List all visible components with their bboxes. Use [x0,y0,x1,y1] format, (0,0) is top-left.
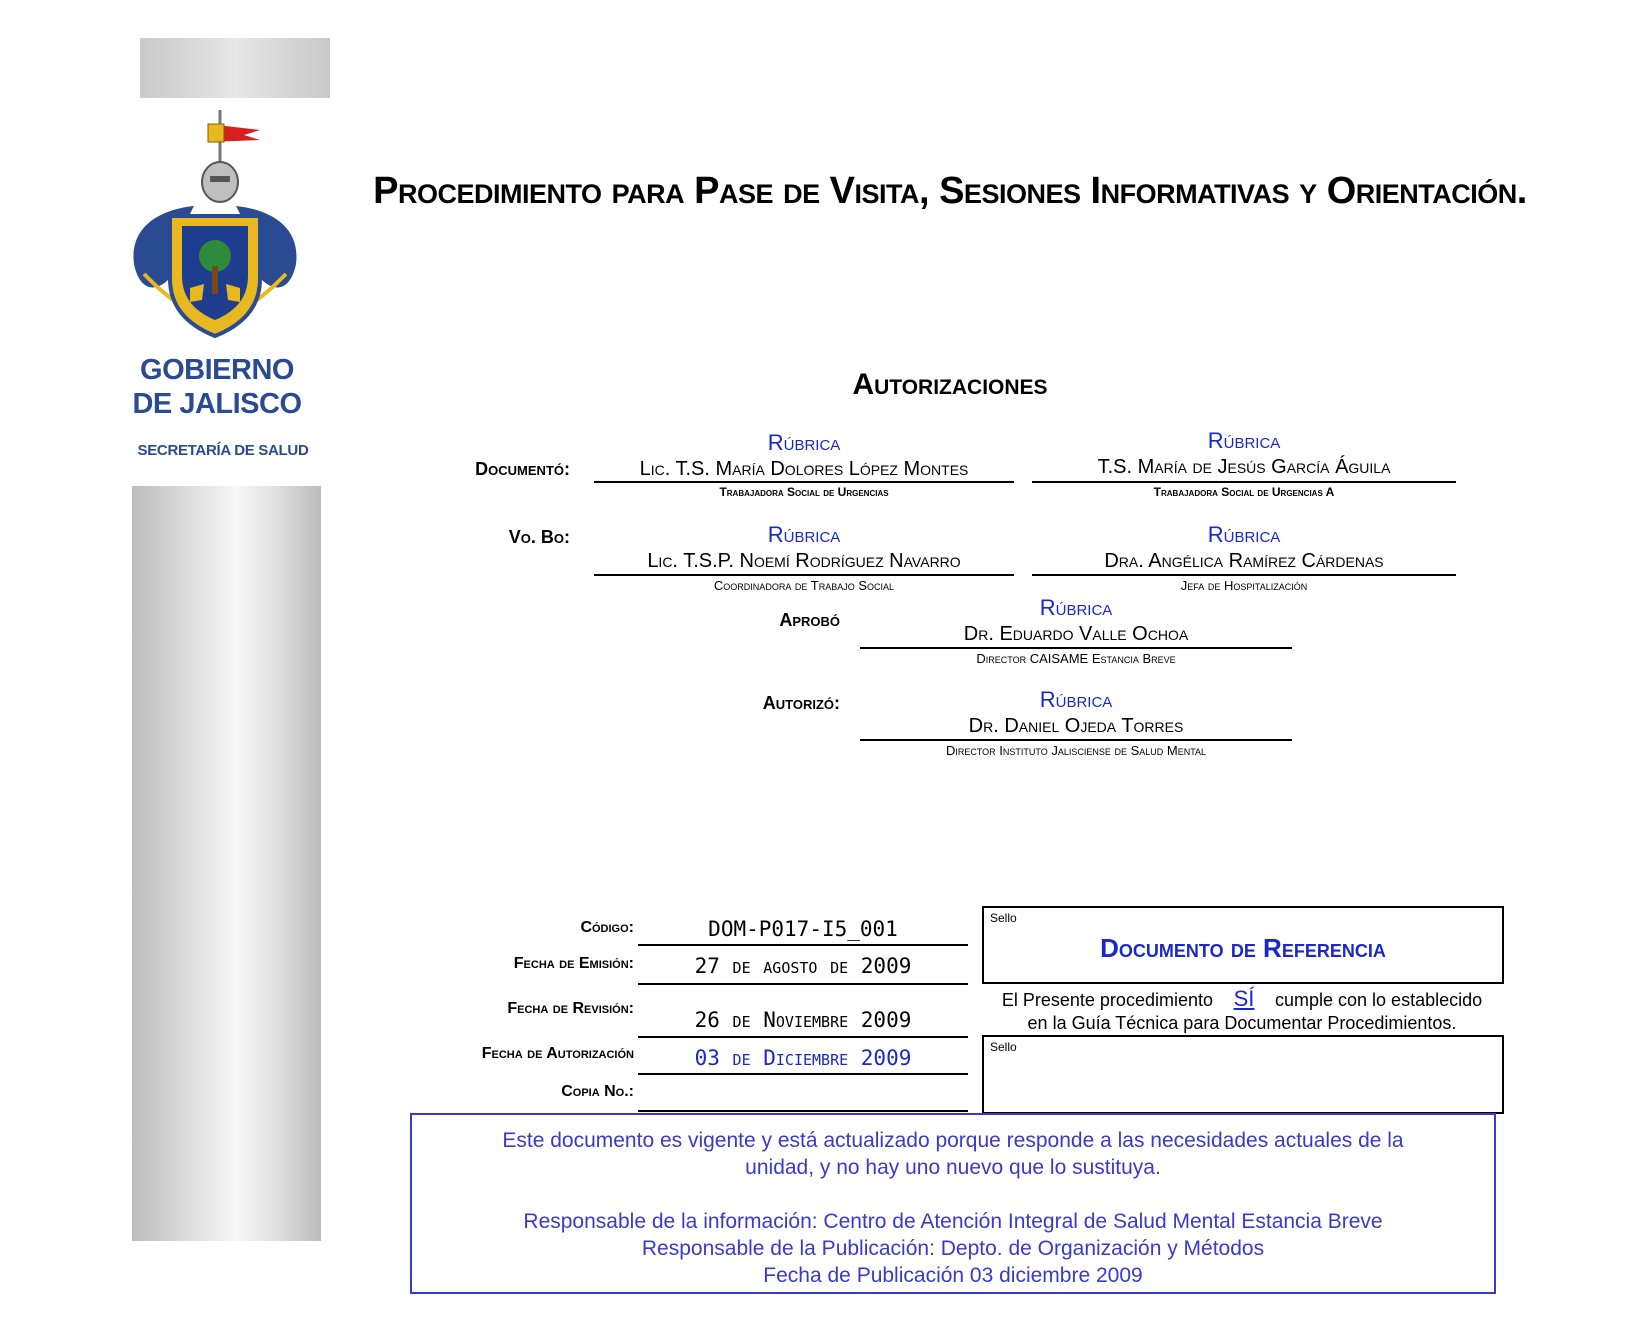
signature-line [1032,481,1456,483]
signature-line [594,574,1014,576]
present-after: cumple con lo establecido [1270,990,1483,1010]
notice-line5: Fecha de Publicación 03 diciembre 2009 [763,1264,1143,1287]
sidebar-gradient-bar [132,486,321,1241]
emision-value: 27 de agosto de 2009 [694,954,912,978]
present-statement [982,986,1502,1012]
field-underline [638,1036,968,1038]
notice-line2: unidad, y no hay uno nuevo que lo sustituya. [745,1156,1161,1179]
field-underline [638,1110,968,1112]
notice-line1: Este documento es vigente y está actualizado porque responde a las necesidades actuales de la [502,1129,1404,1152]
revision-label: Fecha de Revisión: [507,1000,634,1017]
sello-label: Sello [990,911,1017,925]
field-underline [638,983,968,985]
aprobo-rubrica: Rúbrica [1039,595,1113,620]
notice-line4: Responsable de la Publicación: Depto. de Organización y Métodos [641,1237,1265,1260]
aprobo-position: Director CAISAME Estancia Breve [976,651,1176,666]
autorizo-position: Director Instituto Jalisciense de Salud Mental [945,743,1207,758]
notice-spacer [412,1181,1494,1208]
documento-right-position: Trabajadora Social de Urgencias A [1153,485,1335,499]
notice-box [410,1113,1496,1294]
documento-right-rubrica: Rúbrica [1207,428,1281,453]
org-name-line1: GOBIERNO [140,354,294,386]
documento-left-position: Trabajadora Social de Urgencias [719,485,889,499]
autorizacion-value: 03 de Diciembre 2009 [694,1046,912,1070]
autorizo-rubrica: Rúbrica [1039,687,1113,712]
autorizacion-label: Fecha de Autorización [481,1045,634,1062]
documento-left-rubrica: Rúbrica [767,430,841,455]
present-si: SÍ [1233,986,1255,1011]
vobo-left-name: Lic. T.S.P. Noemí Rodríguez Navarro [647,550,961,572]
header-gradient-bar [140,38,330,98]
secretaria-name: SECRETARÍA DE SALUD [137,442,309,459]
field-underline [638,944,968,946]
stamp-box-top [982,906,1504,984]
notice-line3: Responsable de la información: Centro de Atención Integral de Salud Mental Estancia Breve [523,1210,1383,1233]
documento-label: Documentó: [475,459,570,479]
documento-left-name: Lic. T.S. María Dolores López Montes [639,458,969,480]
vobo-label: Vo. Bo: [508,527,570,547]
signature-line [594,481,1014,483]
coat-of-arms-icon [124,104,306,349]
vobo-right-rubrica: Rúbrica [1207,522,1281,547]
signature-line [860,647,1292,649]
vobo-right-name: Dra. Angélica Ramírez Cárdenas [1104,550,1384,572]
signature-line [860,739,1292,741]
sello-label: Sello [990,1040,1017,1054]
stamp-box-bottom [982,1035,1504,1114]
vobo-left-position: Coordinadora de Trabajo Social [713,578,895,593]
signature-line [1032,574,1456,576]
revision-value: 26 de Noviembre 2009 [694,1008,912,1032]
vobo-left-rubrica: Rúbrica [767,522,841,547]
codigo-label: Código: [580,919,634,936]
present-line2: en la Guía Técnica para Documentar Procedimientos. [1027,1013,1457,1033]
vobo-right-position: Jefa de Hospitalización [1180,578,1308,593]
emision-label: Fecha de Emisión: [513,955,634,972]
autorizo-label: Autorizó: [762,693,840,713]
org-name-line2: DE JALISCO [132,388,302,420]
documento-right-name: T.S. María de Jesús García Águila [1097,456,1391,478]
aprobo-label: Aprobó [779,610,840,630]
autorizo-name: Dr. Daniel Ojeda Torres [968,715,1184,737]
autorizaciones-heading: Autorizaciones [852,368,1048,401]
field-underline [638,1073,968,1075]
copia-label: Copia No.: [561,1083,634,1100]
aprobo-name: Dr. Eduardo Valle Ochoa [963,623,1189,645]
present-before: El Presente procedimiento [1001,990,1218,1010]
codigo-value: DOM-P017-I5_001 [708,917,898,941]
documento-referencia: Documento de Referencia [1100,933,1386,963]
page-title: Procedimiento para Pase de Visita, Sesiones Informativas y Orientación. [373,170,1527,212]
